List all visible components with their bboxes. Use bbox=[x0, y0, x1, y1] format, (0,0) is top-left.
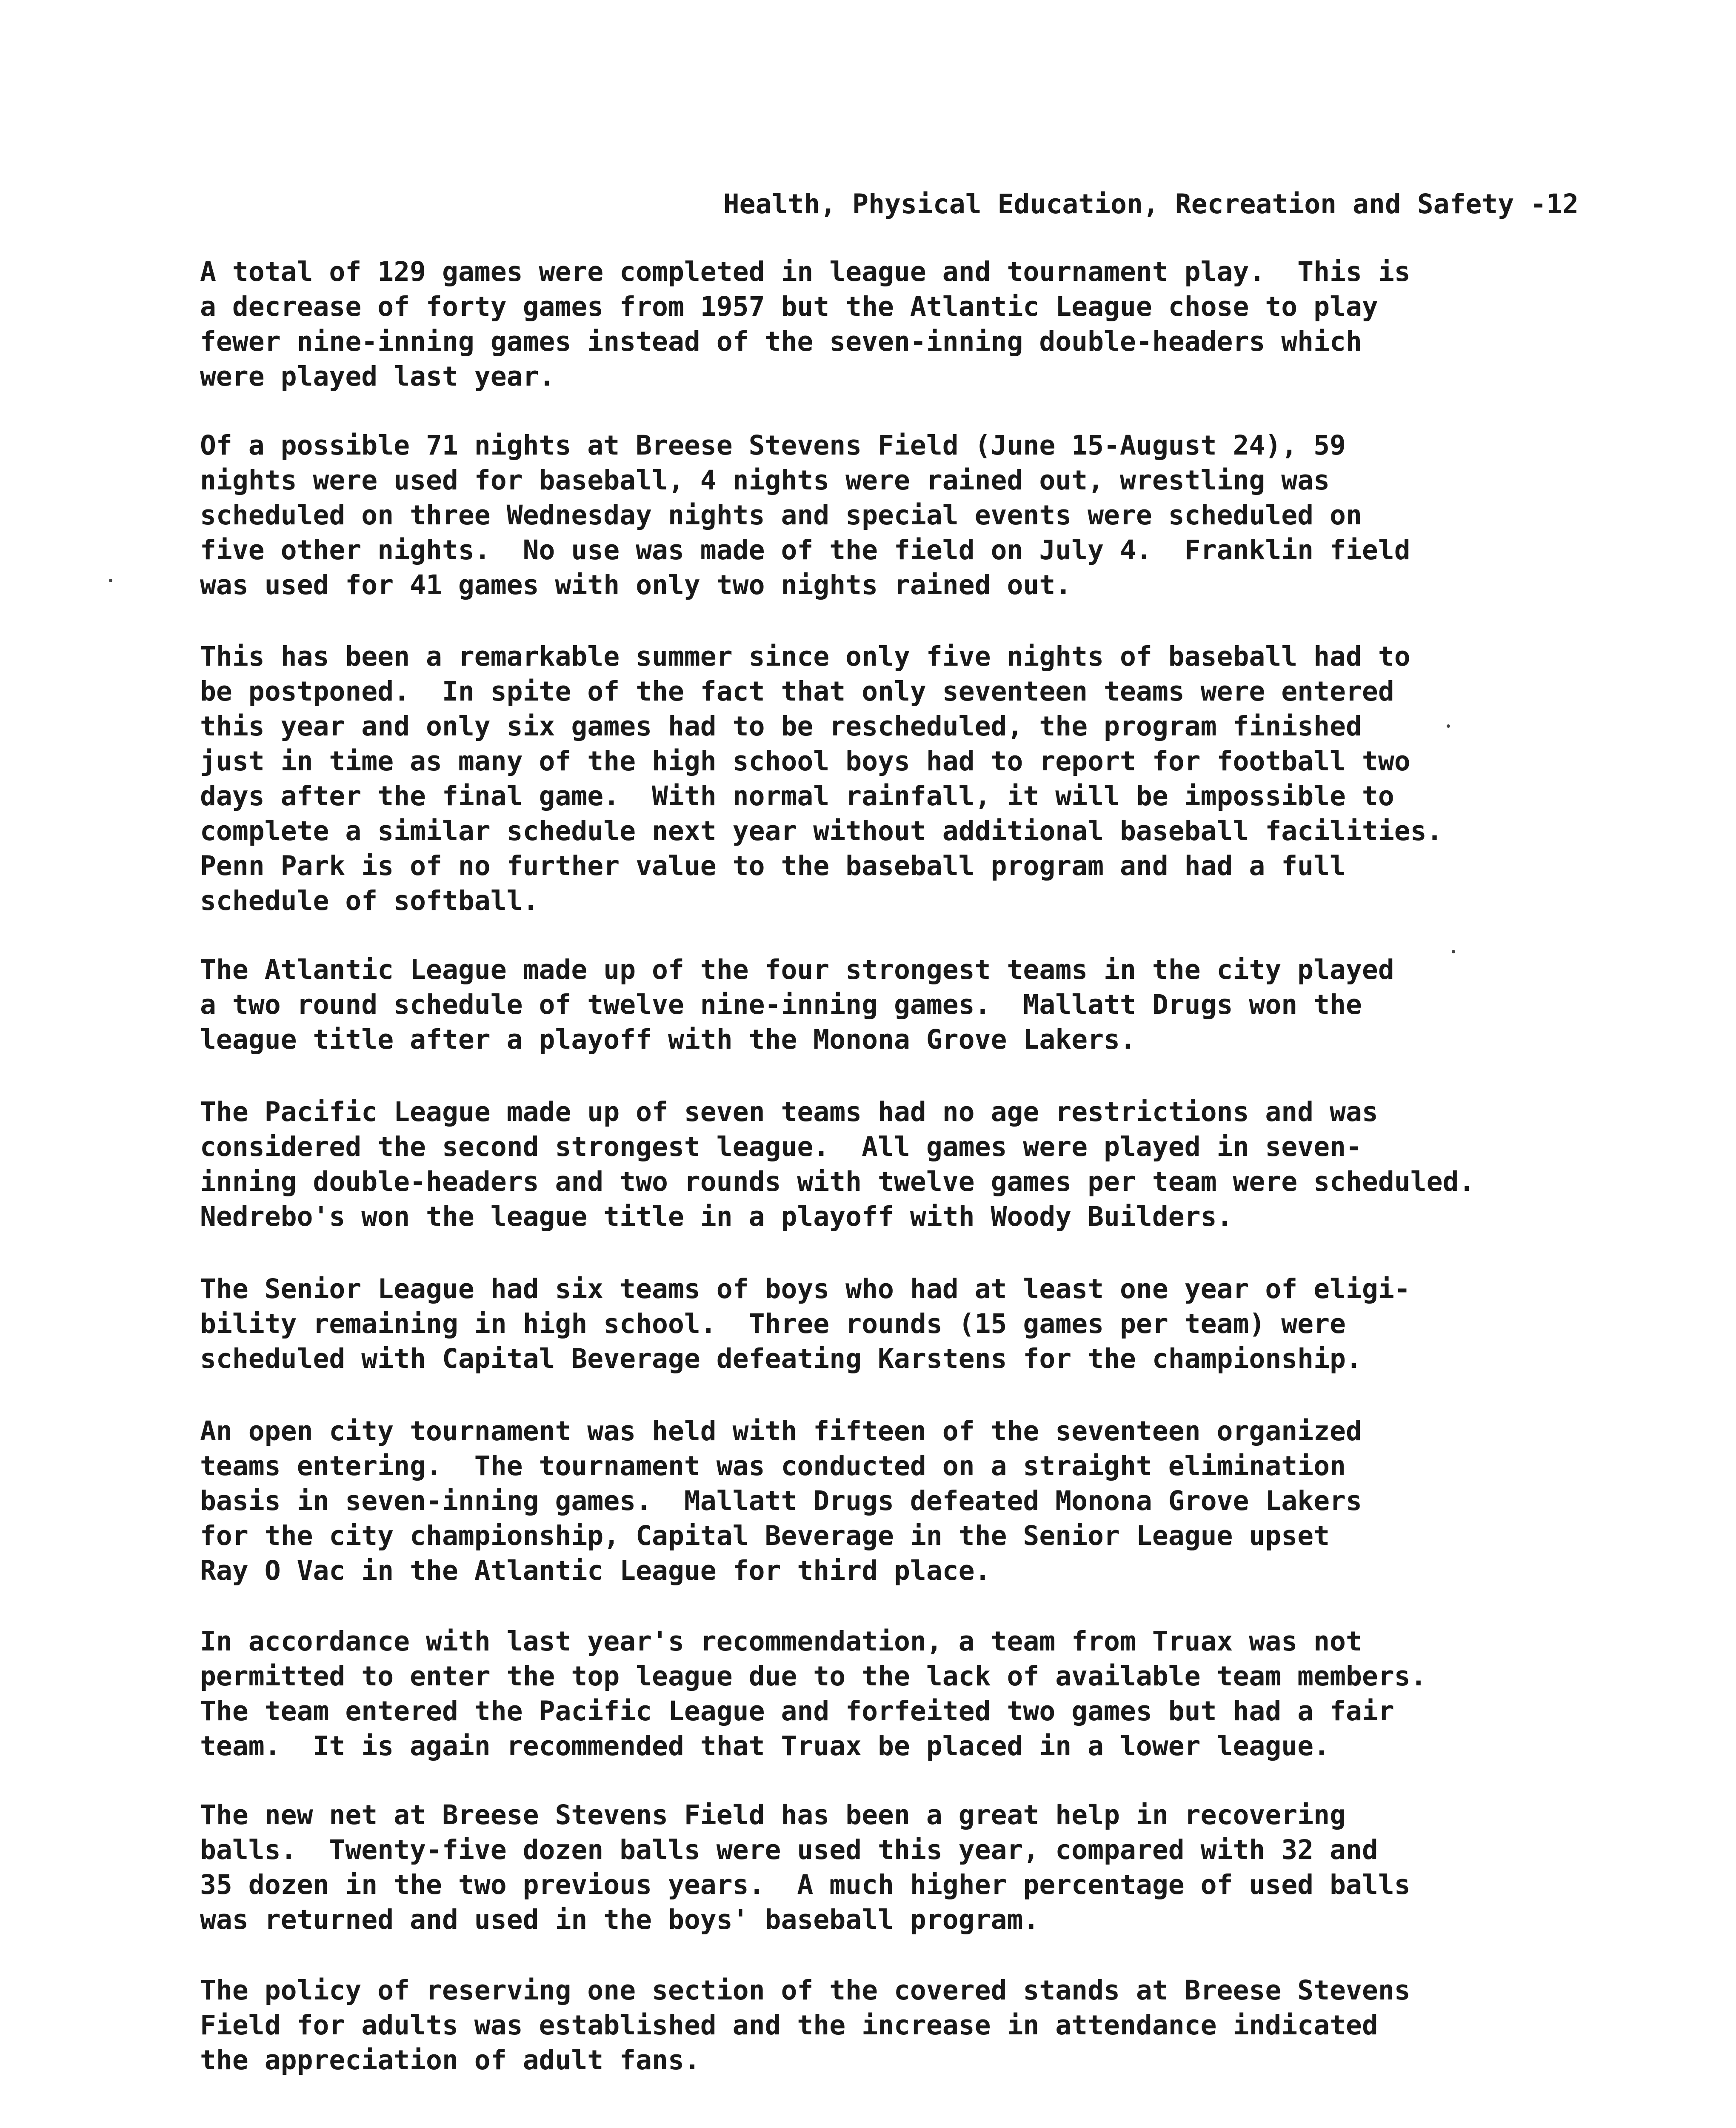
text-line: 35 dozen in the two previous years. A much higher percentage of used balls bbox=[200, 1869, 1410, 1900]
paragraph-new-net bbox=[200, 1798, 1570, 1937]
text-line: The team entered the Pacific League and forfeited two games but had a fair bbox=[200, 1696, 1394, 1727]
text-line: Of a possible 71 nights at Breese Stevens Field (June 15-August 24), 59 bbox=[200, 430, 1346, 461]
text-line: Nedrebo's won the league title in a playoff with Woody Builders. bbox=[200, 1201, 1233, 1232]
text-line: An open city tournament was held with fifteen of the seventeen organized bbox=[200, 1416, 1362, 1447]
paragraph-total-games bbox=[200, 255, 1570, 394]
paragraph-remarkable-summer bbox=[200, 639, 1570, 918]
scan-speck bbox=[109, 579, 112, 582]
paragraph-atlantic-league bbox=[200, 952, 1570, 1057]
text-line: scheduled with Capital Beverage defeating Karstens for the championship. bbox=[200, 1343, 1362, 1374]
text-line: this year and only six games had to be rescheduled, the program finished bbox=[200, 711, 1362, 742]
text-line: five other nights. No use was made of the field on July 4. Franklin field bbox=[200, 535, 1410, 566]
text-line: Penn Park is of no further value to the baseball program and had a full bbox=[200, 850, 1346, 881]
text-line: The Pacific League made up of seven teams had no age restrictions and was bbox=[200, 1096, 1378, 1127]
paragraph-pacific-league bbox=[200, 1095, 1570, 1234]
text-line: scheduled on three Wednesday nights and special events were scheduled on bbox=[200, 500, 1362, 531]
text-line: The Senior League had six teams of boys who had at least one year of eligi- bbox=[200, 1273, 1410, 1304]
text-line: The new net at Breese Stevens Field has been a great help in recovering bbox=[200, 1799, 1346, 1831]
text-line: In accordance with last year's recommendation, a team from Truax was not bbox=[200, 1626, 1362, 1657]
page-header: Health, Physical Education, Recreation and Safety -12 bbox=[723, 189, 1579, 220]
text-line: the appreciation of adult fans. bbox=[200, 2045, 700, 2076]
text-line: complete a similar schedule next year without additional baseball facilities. bbox=[200, 815, 1443, 847]
paragraph-senior-league bbox=[200, 1272, 1570, 1376]
scan-speck bbox=[1452, 950, 1455, 953]
text-line: inning double-headers and two rounds with twelve games per team were scheduled. bbox=[200, 1166, 1475, 1197]
text-line: was returned and used in the boys' baseball program. bbox=[200, 1904, 1039, 1935]
text-line: teams entering. The tournament was conducted on a straight elimination bbox=[200, 1450, 1346, 1482]
text-line: considered the second strongest league. All games were played in seven- bbox=[200, 1131, 1362, 1162]
text-line: basis in seven-inning games. Mallatt Drugs defeated Monona Grove Lakers bbox=[200, 1485, 1362, 1516]
text-line: A total of 129 games were completed in league and tournament play. This is bbox=[200, 256, 1410, 287]
text-line: just in time as many of the high school boys had to report for football two bbox=[200, 746, 1410, 777]
text-line: league title after a playoff with the Monona Grove Lakers. bbox=[200, 1024, 1136, 1055]
text-line: Field for adults was established and the increase in attendance indicated bbox=[200, 2010, 1378, 2041]
text-line: nights were used for baseball, 4 nights were rained out, wrestling was bbox=[200, 465, 1330, 496]
text-line: a two round schedule of twelve nine-inning games. Mallatt Drugs won the bbox=[200, 989, 1362, 1020]
text-line: be postponed. In spite of the fact that only seventeen teams were entered bbox=[200, 676, 1394, 707]
scan-speck bbox=[1447, 724, 1450, 728]
paragraph-city-tournament bbox=[200, 1414, 1570, 1588]
text-line: was used for 41 games with only two nights rained out. bbox=[200, 569, 1072, 601]
paragraph-field-nights bbox=[200, 428, 1570, 603]
text-line: fewer nine-inning games instead of the seven-inning double-headers which bbox=[200, 326, 1362, 357]
text-line: team. It is again recommended that Truax be placed in a lower league. bbox=[200, 1730, 1330, 1762]
text-line: schedule of softball. bbox=[200, 885, 539, 916]
text-line: Ray O Vac in the Atlantic League for third place. bbox=[200, 1555, 991, 1586]
text-line: days after the final game. With normal rainfall, it will be impossible to bbox=[200, 781, 1394, 812]
text-line: The Atlantic League made up of the four strongest teams in the city played bbox=[200, 954, 1394, 985]
paragraph-reserved-stands bbox=[200, 1973, 1570, 2078]
text-line: bility remaining in high school. Three rounds (15 games per team) were bbox=[200, 1308, 1346, 1339]
text-line: The policy of reserving one section of the covered stands at Breese Stevens bbox=[200, 1975, 1410, 2006]
text-line: balls. Twenty-five dozen balls were used this year, compared with 32 and bbox=[200, 1834, 1378, 1865]
paragraph-truax-recommendation bbox=[200, 1624, 1570, 1764]
text-line: permitted to enter the top league due to the lack of available team members. bbox=[200, 1661, 1427, 1692]
text-line: for the city championship, Capital Beverage in the Senior League upset bbox=[200, 1520, 1330, 1551]
text-line: This has been a remarkable summer since only five nights of baseball had to bbox=[200, 641, 1410, 672]
text-line: were played last year. bbox=[200, 361, 555, 392]
text-line: a decrease of forty games from 1957 but the Atlantic League chose to play bbox=[200, 291, 1378, 322]
